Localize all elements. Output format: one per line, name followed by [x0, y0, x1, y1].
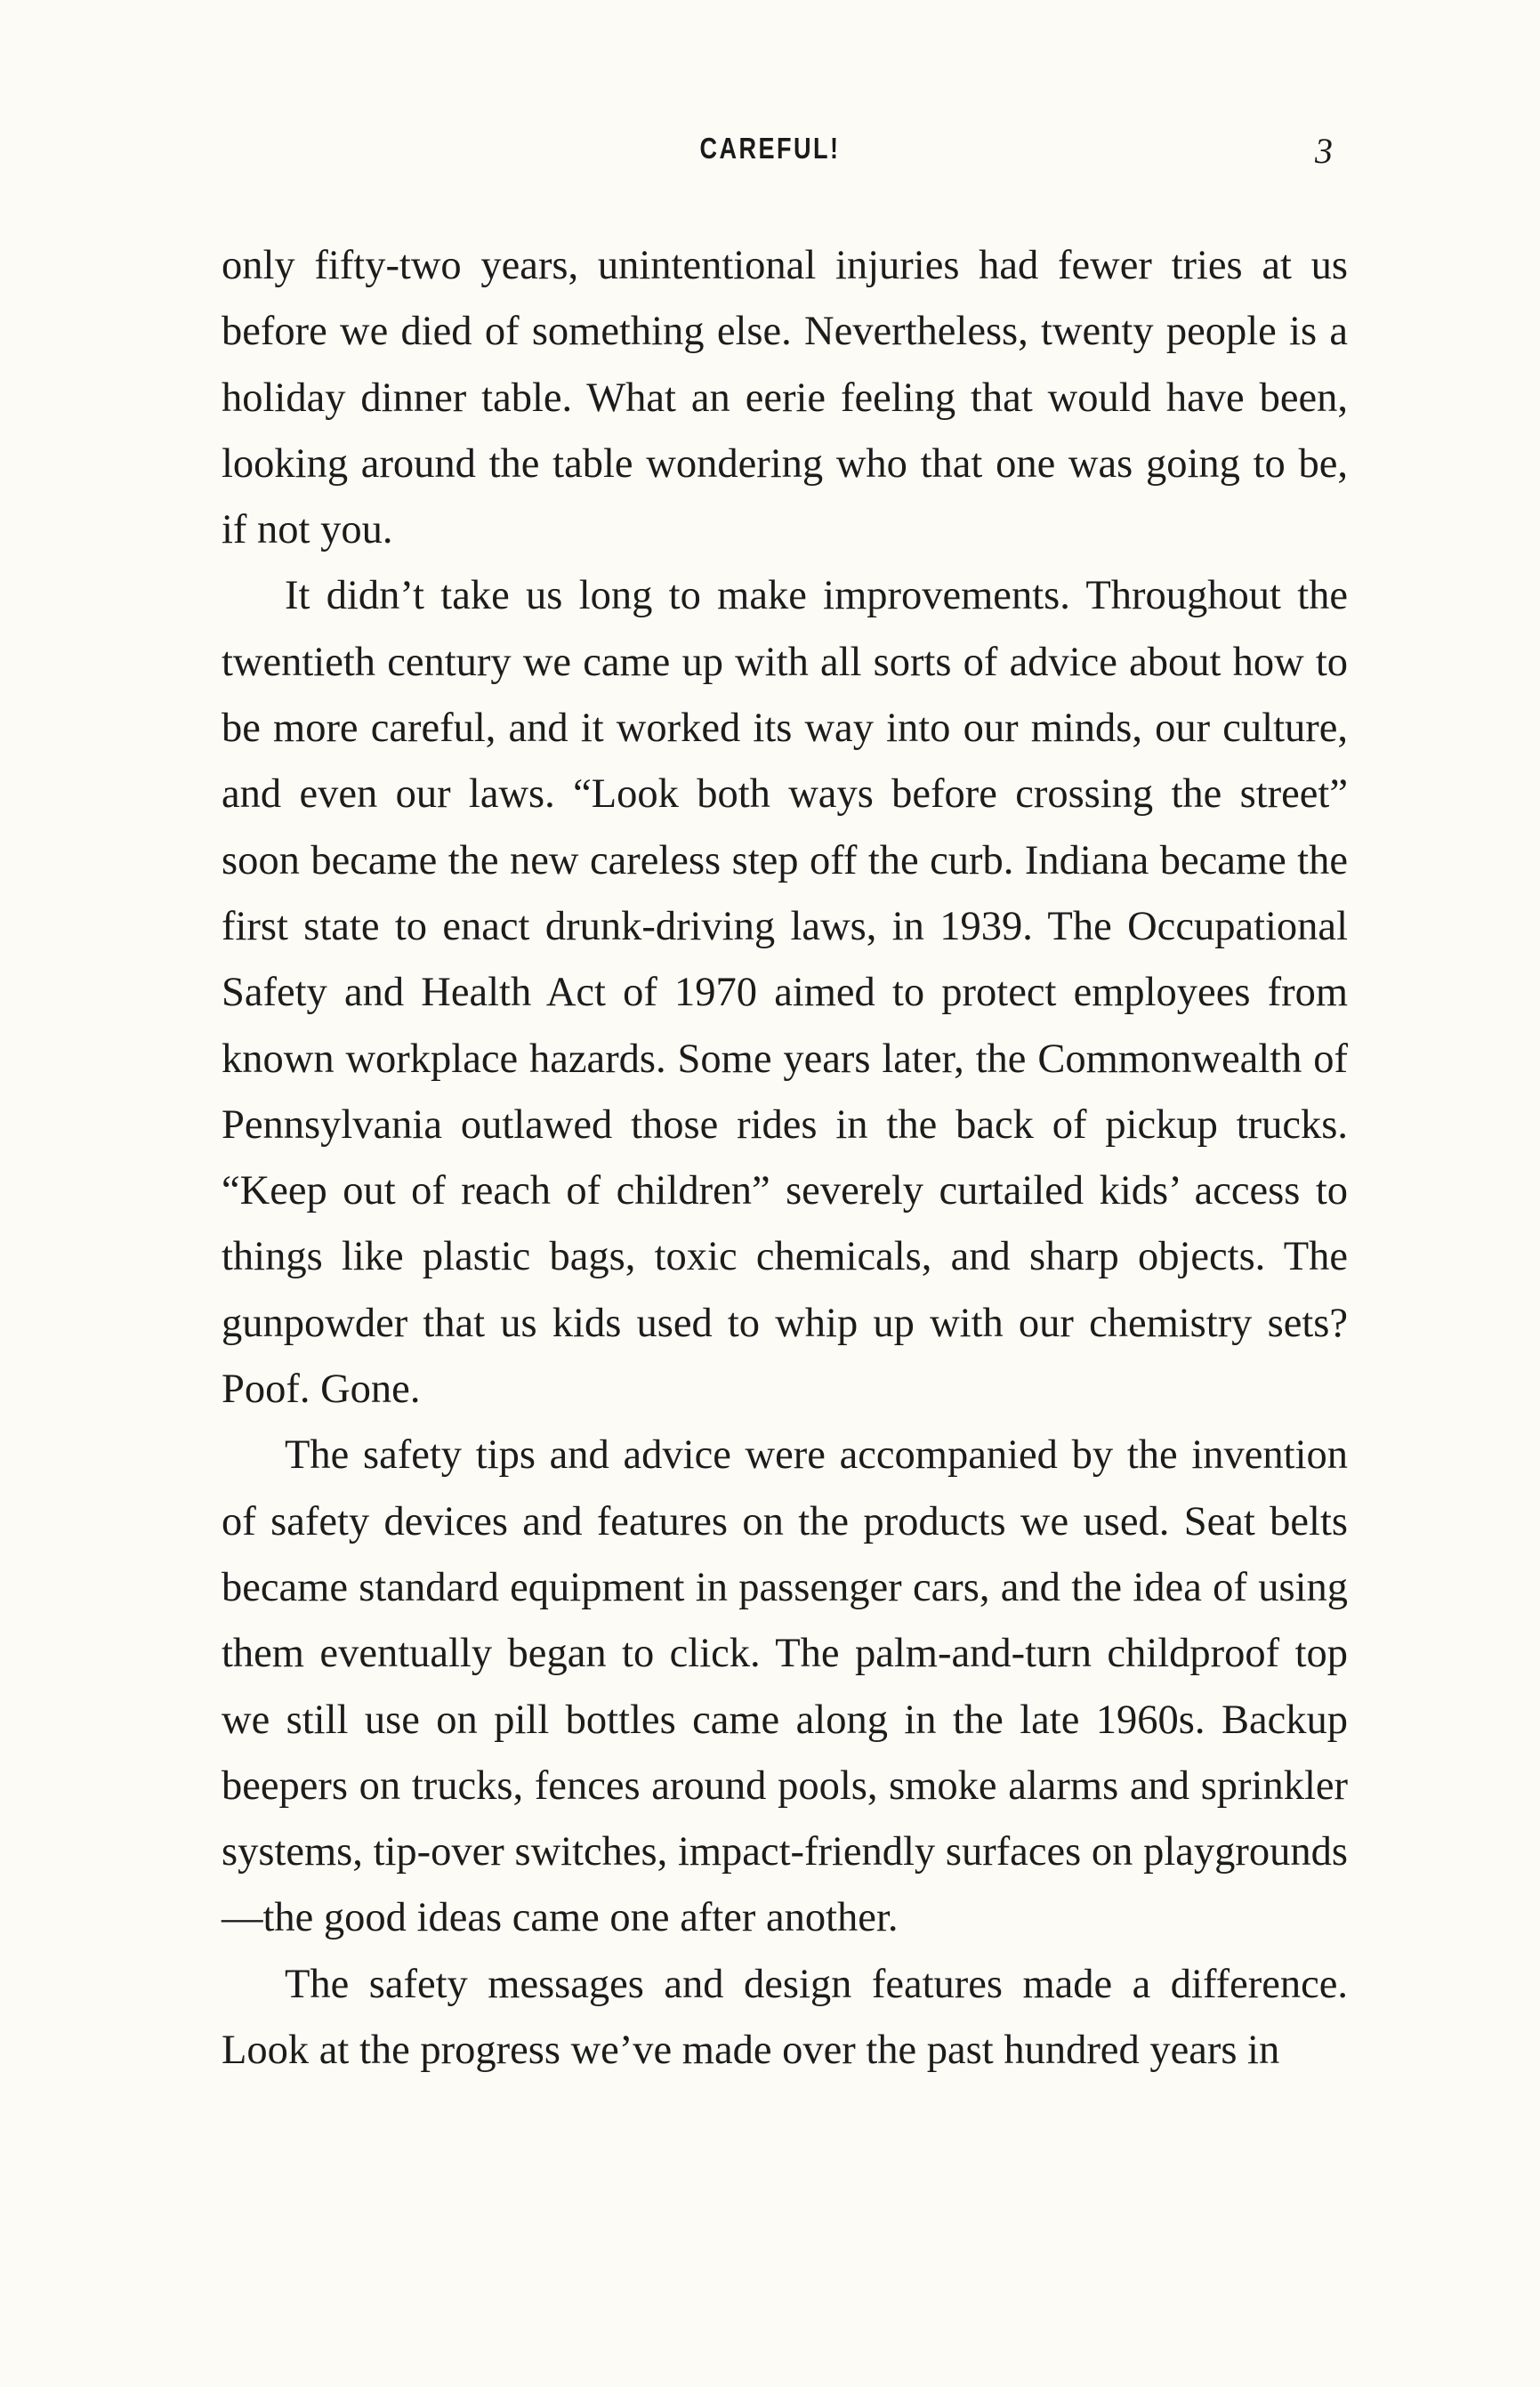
running-head-title: CAREFUL! [699, 132, 841, 165]
page-number: 3 [1315, 131, 1333, 171]
paragraph: The safety tips and advice were accompanied by the invention of safety devices and features on the products we used. Seat belts became standard equipment in passenger cars, and the idea of using them eventually began to click. The palm-and-turn childproof top we still use on pill bottles came along in the late 1960s. Backup beepers on trucks, fences around pools, smoke alarms and sprinkler systems, tip-over switches, impact-friendly surfaces on playgrounds—the good ideas came one after another. [222, 1432, 1348, 1941]
paragraph-continued: only fifty-two years, unintentional injuries had fewer tries at us before we died of something else. Nevertheless, twenty people is a holiday dinner table. What an eerie feeling that would have been, looking around the table wondering who that one was going to be, if not you. [222, 243, 1348, 553]
paragraph: It didn’t take us long to make improvements. Throughout the twentieth century we came up with all sorts of advice about how to be more careful, and it worked its way into our minds, our culture, and even our laws. “Look both ways before crossing the street” soon became the new careless step off the curb. Indiana became the first state to enact drunk-driving laws, in 1939. The Occupational Safety and Health Act of 1970 aimed to protect employees from known workplace hazards. Some years later, the Commonwealth of Pennsylvania outlawed those rides in the back of pickup trucks. “Keep out of reach of children” severely curtailed kids’ access to things like plastic bags, toxic chemicals, and sharp objects. The gunpowder that us kids used to whip up with our chemistry sets? Poof. Gone. [222, 573, 1348, 1413]
paragraph: The safety messages and design features made a difference. Look at the progress we’ve made over the past hundred years in [222, 1961, 1348, 2074]
body-text [222, 233, 1348, 2084]
